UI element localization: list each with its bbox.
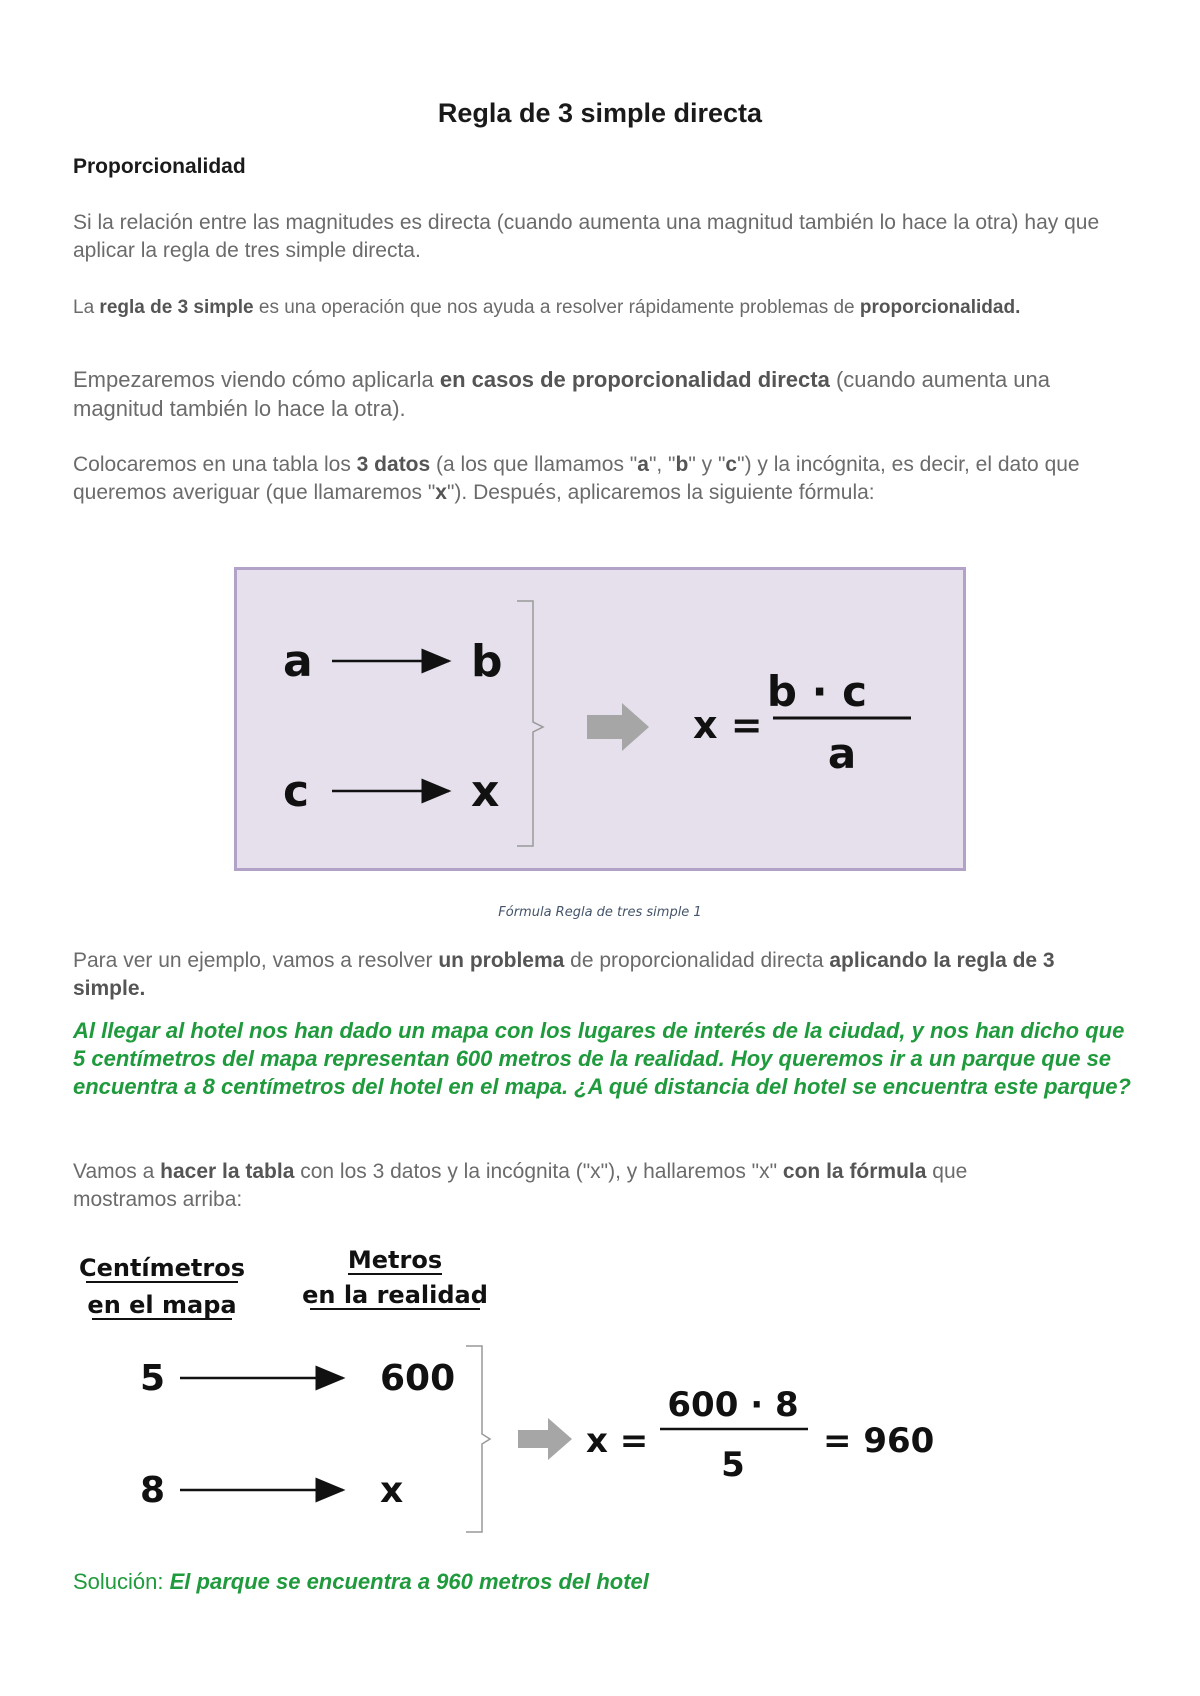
value-5: 5 <box>140 1358 166 1399</box>
col1-header-line2: en el mapa <box>87 1291 237 1319</box>
var-c: c <box>283 766 310 817</box>
value-x: x <box>380 1470 404 1511</box>
example-diagram <box>70 1240 950 1540</box>
brace <box>466 1346 490 1532</box>
paragraph-5: Para ver un ejemplo, vamos a resolver un problema de proporcionalidad directa aplicando la regla de 3 simple. <box>73 949 1055 1000</box>
col1-header-line1: Centímetros <box>78 1254 246 1282</box>
example-result: = 960 <box>823 1421 935 1461</box>
figure-caption: Fórmula Regla de tres simple 1 <box>498 905 702 920</box>
value-600: 600 <box>380 1358 456 1399</box>
gray-arrow-icon <box>518 1418 572 1460</box>
formula-numerator: b · c <box>766 667 868 716</box>
formula-denominator: a <box>827 729 857 778</box>
example-denominator: 5 <box>721 1445 745 1485</box>
solution-label: Solución: <box>73 1569 170 1594</box>
solution-line <box>73 1568 649 1596</box>
formula-diagram <box>234 567 966 871</box>
var-x: x <box>471 766 500 817</box>
col2-header-line2: en la realidad <box>302 1281 488 1309</box>
paragraph-3: Empezaremos viendo cómo aplicarla en casos de proporcionalidad directa (cuando aumenta una magnitud también lo hace la otra). <box>73 367 1051 421</box>
page-title: Regla de 3 simple directa <box>437 98 763 128</box>
col2-header-line1: Metros <box>347 1246 443 1274</box>
solution-text: El parque se encuentra a 960 metros del hotel <box>169 1569 649 1594</box>
var-b: b <box>471 636 503 687</box>
paragraph-1: Si la relación entre las magnitudes es directa (cuando aumenta una magnitud también lo hace la otra) hay que aplicar la regla de tres simple directa. <box>73 211 1100 262</box>
example-lhs: x = <box>586 1421 649 1461</box>
var-a: a <box>283 636 313 687</box>
example-numerator: 600 · 8 <box>667 1385 799 1425</box>
paragraph-4: Colocaremos en una tabla los 3 datos (a los que llamamos "a", "b" y "c") y la incógnita, es decir, el dato que queremos averiguar (que llamaremos "x"). Después, aplicaremos la siguiente fórmula: <box>73 453 1080 504</box>
section-heading: Proporcionalidad <box>73 155 246 178</box>
gray-arrow-icon <box>587 703 649 751</box>
problem-statement: Al llegar al hotel nos han dado un mapa con los lugares de interés de la ciudad, y nos han dicho que 5 centímetros del mapa representan 600 metros de la realidad. Hoy queremos ir a un parque que se encuentra a 8 centímetros del hotel en el mapa. ¿A qué distancia del hotel se encuentra este parque? <box>73 1018 1131 1099</box>
paragraph-6: Vamos a hacer la tabla con los 3 datos y la incógnita ("x"), y hallaremos "x" con la fórmula que mostramos arriba: <box>73 1160 968 1211</box>
formula-svg <box>237 570 963 868</box>
paragraph-2: La regla de 3 simple es una operación que nos ayuda a resolver rápidamente problemas de proporcionalidad. <box>73 297 1021 318</box>
formula-lhs: x = <box>693 703 763 747</box>
brace <box>517 601 543 846</box>
value-8: 8 <box>140 1470 166 1511</box>
